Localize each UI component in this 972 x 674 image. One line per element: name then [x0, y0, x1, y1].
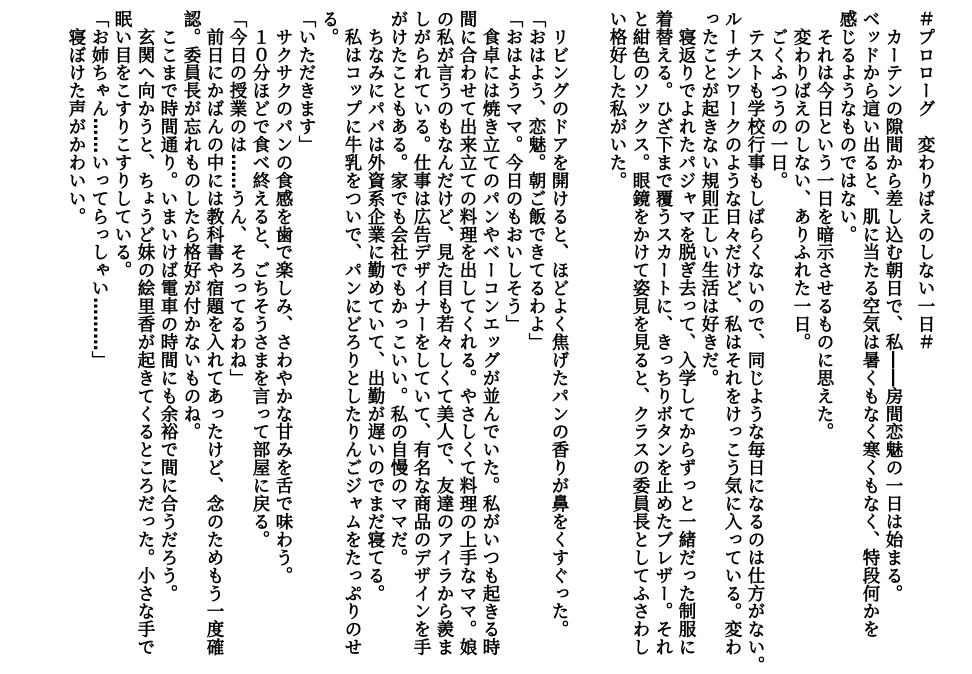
text-line: 眠い目をこすりこすりしている。 [112, 10, 132, 280]
text-line: 認。委員長が忘れものしたら格好が付かないものね。 [181, 10, 201, 441]
text-line: ルーチンワークのような日々だけど、私はそれをけっこう気に入っている。変わ [722, 10, 742, 657]
text-line: 「いただきます」 [296, 10, 316, 154]
text-line: それは今日という一日を暗示させるものに思えた。 [814, 10, 834, 441]
blank-line [588, 10, 606, 640]
text-line: ここまで時間通り。いまいけば電車の時間にも余裕で間に合うだろう。 [158, 10, 178, 603]
text-line: 「今日の授業のは……うん、そろってるわね」 [227, 10, 247, 387]
text-line: ちなみにパパは外資系企業に勤めていて、出勤が遅いのでまだ寝てる。 [365, 10, 385, 603]
text-line: の私が言うのもなんだけど、見た目も若々しくて美人で、友達のアイラから羨ま [434, 10, 454, 657]
text-line: 感じるようなものではない。 [837, 10, 857, 244]
text-line: サクサクのパンの食感を歯で楽しみ、さわやかな甘みを舌で味わう。 [273, 10, 293, 585]
text-line: 玄関へ向かうと、ちょうど妹の絵里香が起きてくるところだった。小さな手で [135, 10, 155, 657]
text-line: ごくふつうの一日。 [768, 10, 788, 190]
blank-line [570, 10, 588, 640]
text-line: ったことが起きない規則正しい生活は好きだ。 [699, 10, 719, 387]
text-line: ベッドから這い出ると、肌に当たる空気は暑くもなく寒くもなく、特段何かを [860, 10, 880, 639]
text-line: 寝ぼけた声がかわいい。 [66, 10, 86, 226]
text-line: い格好した私がいた。 [607, 10, 627, 190]
vertical-text-body [64, 10, 936, 674]
text-line: テストも学校行事もしばらくないので、同じような毎日になるのは仕方がない。 [745, 10, 765, 674]
text-line: 変わりばえのしない、ありふれた一日。 [791, 10, 811, 352]
text-line: 寝返りでよれたパジャマを脱ぎ去って、入学してからずっと一緒だった制服に [676, 10, 696, 657]
text-line: 前日にかばんの中には教科書や宿題を入れてあったけど、念のためもう一度確 [204, 10, 224, 657]
text-line: 「おはようママ。今日のもおいしそう」 [503, 10, 523, 334]
text-line: 「おはよう、恋魅。朝ご飯できてるわよ」 [526, 10, 546, 352]
text-line: カーテンの隙間から差し込む朝日で、私――房間恋魅の一日は始まる。 [883, 10, 903, 603]
text-line: 「お姉ちゃん……いってらっしゃい………」 [89, 10, 109, 369]
text-line: リビングのドアを開けると、ほどよく焦げたパンの香りが鼻をくすぐった。 [549, 10, 569, 639]
text-line: がけたこともある。家でも会社でもかっこいい。私の自慢のママだ。 [388, 10, 408, 567]
chapter-title: ＃プロローグ 変わりばえのしない一日＃ [915, 10, 935, 352]
text-line: 私はコップに牛乳をついで、パンにどろりとしたりんごジャムをたっぷりのせ [342, 10, 362, 657]
text-line: １０分ほどで食べ終えると、ごちそうさまを言って部屋に戻る。 [250, 10, 270, 549]
text-line: しがられている。仕事は広告デザイナーをしていて、有名な商品のデザインを手 [411, 10, 431, 657]
text-line: 着替える。ひざ下まで覆うスカートに、きっちりボタンを止めたブレザー。それ [653, 10, 673, 657]
text-line: る。 [319, 10, 339, 46]
text-line: 食卓には焼き立てのパンやベーコンエッグが並んでいた。私がいつも起きる時 [480, 10, 500, 657]
text-line: と紺色のソックス。眼鏡をかけて姿見を見ると、クラスの委員長としてふさわし [630, 10, 650, 657]
text-line: 間に合わせて出来立ての料理を出してくれる。やさしくて料理の上手なママ。娘 [457, 10, 477, 657]
